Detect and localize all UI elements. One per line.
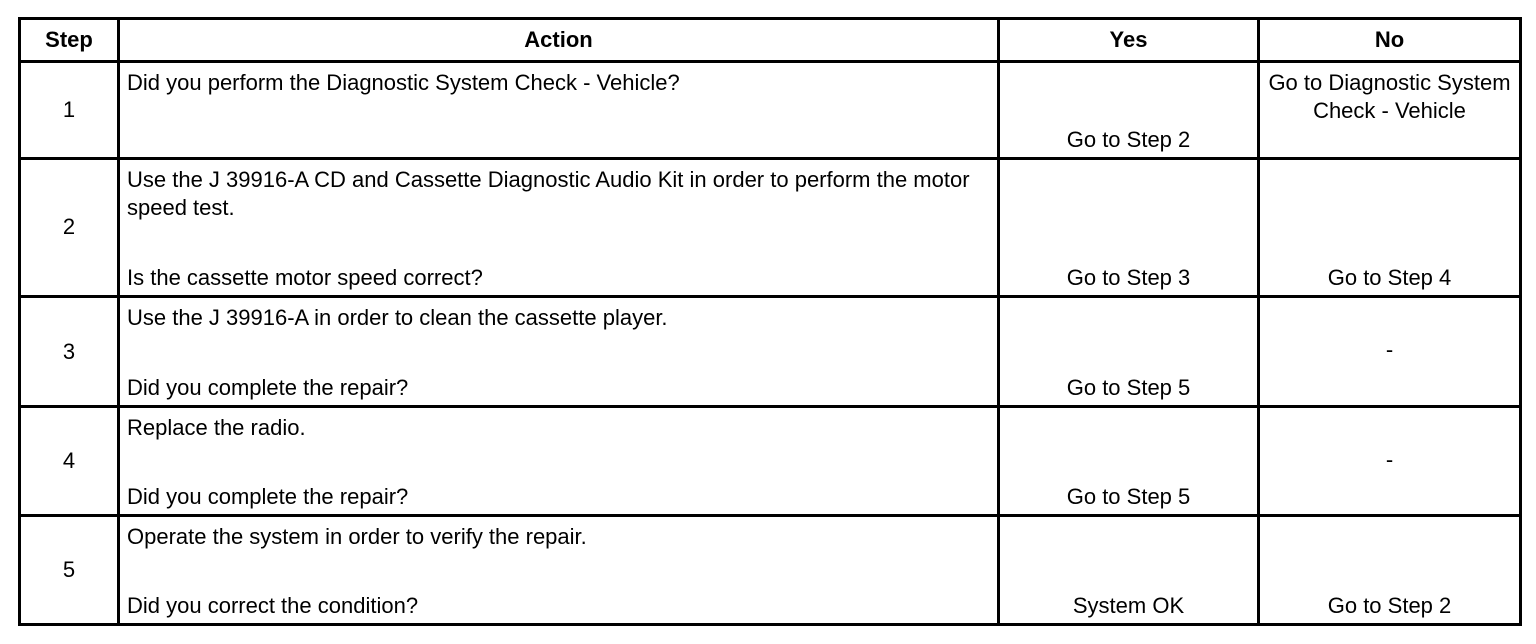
no-result: - (1259, 406, 1521, 516)
action-text: Replace the radio. (127, 414, 306, 440)
step-number: 3 (20, 297, 119, 407)
no-result: Go to Diagnostic System Check - Vehicle (1259, 62, 1521, 159)
yes-result: Go to Step 2 (999, 62, 1259, 159)
no-result: Go to Step 2 (1259, 516, 1521, 625)
diagnostic-table (18, 17, 1522, 626)
action-question: Did you complete the repair? (127, 374, 409, 400)
step-number: 2 (20, 158, 119, 297)
yes-result: System OK (999, 516, 1259, 625)
action-cell (119, 62, 999, 159)
action-text: Use the J 39916-A in order to clean the cassette player. (127, 305, 668, 331)
action-question: Is the cassette motor speed correct? (127, 265, 483, 291)
action-text: Use the J 39916-A CD and Cassette Diagnostic Audio Kit in order to perform the motor speed test. (127, 166, 970, 220)
action-cell (119, 516, 999, 625)
header-yes: Yes (999, 19, 1259, 62)
header-action: Action (119, 19, 999, 62)
action-cell (119, 297, 999, 407)
action-cell (119, 158, 999, 297)
header-no: No (1259, 19, 1521, 62)
action-question: Did you correct the condition? (127, 593, 419, 618)
no-result: - (1259, 297, 1521, 407)
no-result: Go to Step 4 (1259, 158, 1521, 297)
step-number: 4 (20, 406, 119, 516)
table-header-row (20, 19, 1521, 62)
table-row (20, 158, 1521, 297)
table-row (20, 406, 1521, 516)
action-text: Operate the system in order to verify the repair. (127, 524, 587, 550)
step-number: 1 (20, 62, 119, 159)
header-step: Step (20, 19, 119, 62)
step-number: 5 (20, 516, 119, 625)
table-row (20, 62, 1521, 159)
table-row (20, 516, 1521, 625)
table-row (20, 297, 1521, 407)
yes-result: Go to Step 5 (999, 297, 1259, 407)
yes-result: Go to Step 3 (999, 158, 1259, 297)
action-cell (119, 406, 999, 516)
action-question: Did you complete the repair? (127, 484, 409, 510)
yes-result: Go to Step 5 (999, 406, 1259, 516)
action-text: Did you perform the Diagnostic System Check - Vehicle? (127, 70, 680, 95)
